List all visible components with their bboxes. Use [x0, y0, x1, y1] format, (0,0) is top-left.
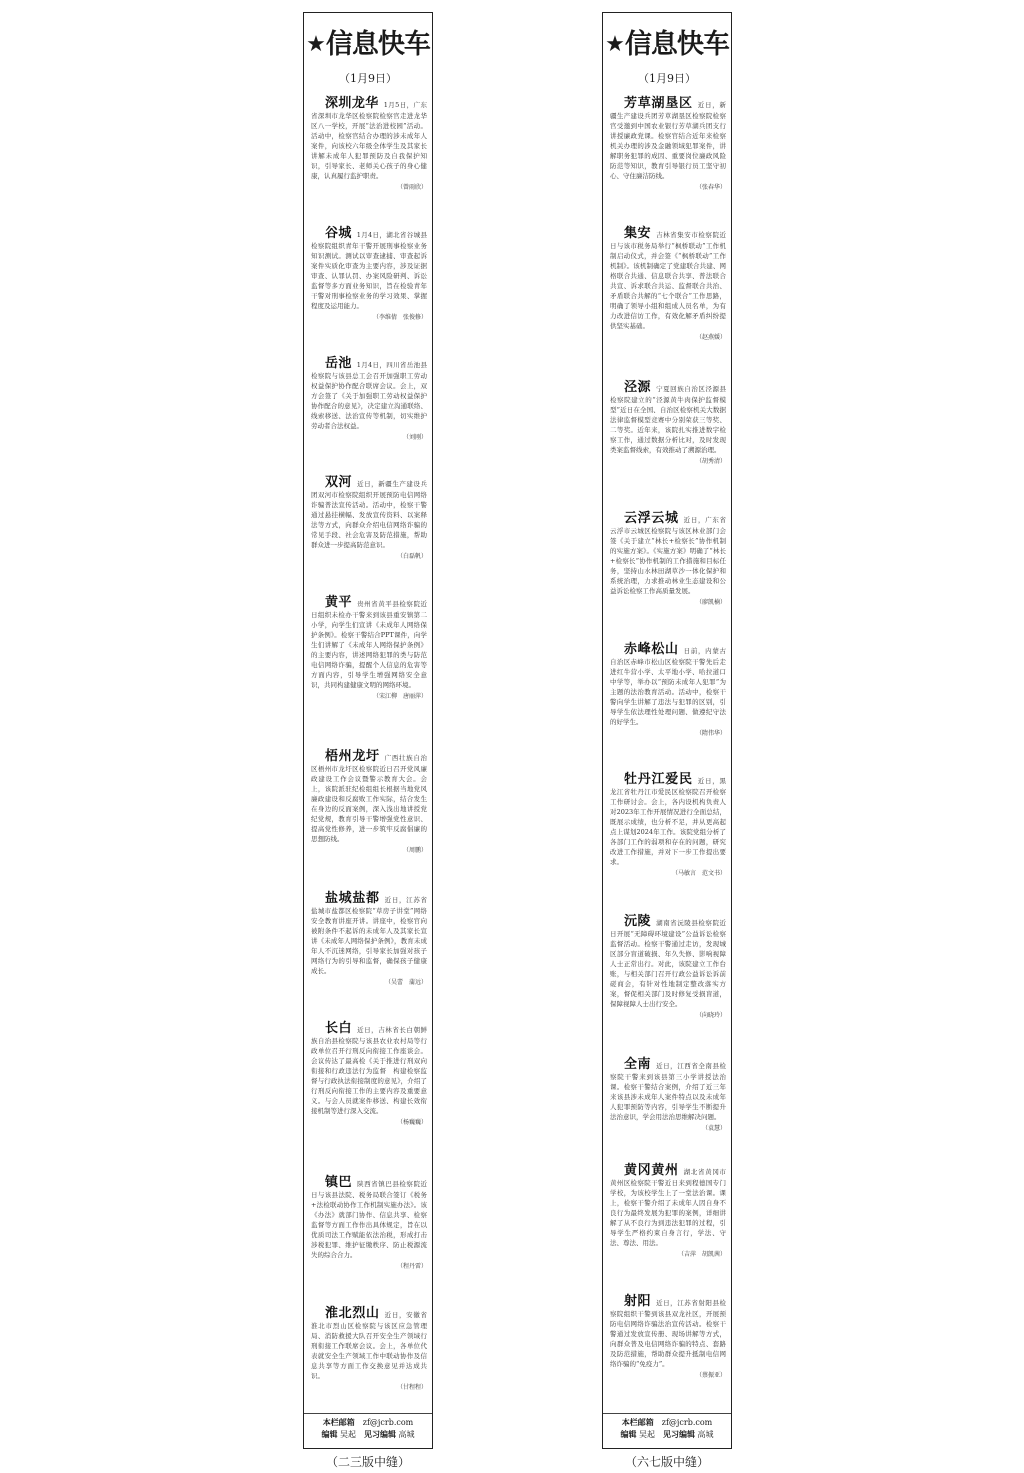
news-place: 双河 [325, 475, 353, 490]
news-item [311, 97, 427, 193]
news-author: （甘程程） [396, 1384, 427, 1391]
news-author: （张春华） [695, 184, 726, 191]
news-item [311, 892, 427, 988]
column-date: （1月9日） [638, 72, 696, 85]
news-item [311, 750, 427, 856]
news-place: 泾源 [624, 380, 652, 395]
news-item [311, 357, 427, 443]
news-item [311, 596, 427, 702]
news-author: （周鹏） [402, 847, 427, 854]
news-item [311, 1176, 427, 1272]
news-text: 近日，新疆生产建设兵团芳草湖垦区检察院检察官受邀到中国农业银行芳草湖兵团支行讲授廉政党课。检察官结合近年来检察机关办理的涉及金融领域犯罪案件，讲解职务犯罪的成因、重要岗位廉政风险防范等知识，教育引导银行员工坚守初心、守住廉洁防线。 [610, 101, 726, 180]
news-item [610, 773, 726, 879]
news-text: 湖北省黄冈市黄州区检察院干警近日来到程德国专门学校，为该校学生上了一堂法治课。课上，检察干警介绍了未成年人因自身不良行为最终发展为犯罪的案例，详细讲解了从不良行为到违法犯罪的过程，引导学生严格约束自身言行，学法、守法、尊法、用法。 [610, 1168, 726, 1247]
news-author: （袁慧） [701, 1125, 726, 1132]
news-place: 谷城 [325, 226, 352, 241]
news-author: （吴蕾 蒲远） [384, 979, 427, 986]
news-author: （程丹雷） [396, 1263, 427, 1270]
news-author: （刘刚） [402, 434, 427, 441]
news-column-right [602, 12, 732, 1449]
news-item [610, 97, 726, 193]
news-author: （吉萍 胡凯茜） [677, 1251, 726, 1258]
news-item [311, 1022, 427, 1128]
news-item [610, 512, 726, 608]
column-caption: （二三版中缝） [325, 1455, 410, 1469]
news-place: 长白 [325, 1021, 353, 1036]
news-text: 近日，黑龙江省牡丹江市爱民区检察院召开检察工作研讨会。会上，各内设机构负责人对2023年工作开展情况进行全面总结，既展示成绩，也分析不足，并从更高起点上谋划2024年工作。该院党组分析了各部门工作的弱项和存在的问题，研究改进工作措施，并对下一步工作提出要求。 [610, 777, 726, 866]
news-place: 岳池 [325, 356, 352, 371]
news-author: （李维倩 张俊修） [372, 314, 427, 321]
news-text: 广西壮族自治区梧州市龙圩区检察院近日召开党风廉政建设工作会议暨警示教育大会。会上，该院派驻纪检组组长根据当地党风廉政建设和反腐败工作实际，结合发生在身边的反面案例，深入浅出地讲授党纪党规，教育引导干警增强党性意识、提高党性修养，进一步筑牢反腐倡廉的思想防线。 [311, 754, 427, 843]
column-title: ★信息快车 [605, 29, 729, 60]
star-icon: ★ [306, 32, 325, 57]
column-date: （1月9日） [339, 72, 397, 85]
news-author: （胡秀清） [695, 458, 726, 465]
news-text: 吉林省集安市检察院近日与该市税务局举行“枫桥联动”工作机制启动仪式，并会签《“枫桥联动”工作机制》。该机制确定了党建联合共建、网格联合共通、信息联合共享、普法联合共宣、诉求联合共运、监督联合共治、矛盾联合共解的“七个联合”工作思路，明确了领导小组和组成人员名单，为有力改进信访工作，有效化解矛盾纠纷提供坚实基础。 [610, 231, 726, 330]
news-item [311, 227, 427, 323]
news-place: 梧州龙圩 [325, 749, 380, 764]
news-place: 全南 [624, 1057, 652, 1072]
news-text: 1月4日，四川省岳池县检察院与该县总工会召开加强职工劳动权益保护协作配合联席会议。会上，双方会签了《关于加强职工劳动权益保护协作配合的意见》，决定建立沟通联络、线索移送、法治宣传等机制，切实维护劳动者合法权益。 [311, 361, 427, 430]
news-place: 黄平 [325, 595, 353, 610]
news-column-left [303, 12, 433, 1449]
news-text: 湖南省沅陵县检察院近日开展“无障碍环境建设”公益诉讼检察监督活动。检察干警通过走访，发现城区部分盲道破损、年久失修、影响视障人士正常出行。对此，该院建立工作台账，与相关部门召开行政公益诉讼诉前磋商会，有针对性地制定整改落实方案，督促相关部门及时修复受损盲道，保障视障人士出行安全。 [610, 919, 726, 1008]
news-item [610, 915, 726, 1021]
news-item [610, 227, 726, 343]
news-place: 集安 [624, 226, 652, 241]
news-item [610, 1295, 726, 1381]
news-text: 近日，吉林省长白朝鲜族自治县检察院与该县农业农村局等行政单位召开行刑反向衔接工作座谈会。会议传达了最高检《关于推进行刑双向衔接和行政违法行为监督 构建检察监督与行政执法衔接制度的意见》，介绍了行刑反向衔接工作的主要内容及重要意义。与会人员就案件移送、构建长效衔接机制等进行深入交流。 [311, 1026, 427, 1115]
mailbox-link[interactable]: zf@jcrb.com [661, 1418, 713, 1427]
news-author: （马敏言 范文书） [671, 870, 726, 877]
news-author: （白磊帆） [396, 553, 427, 560]
news-item [610, 1164, 726, 1260]
news-item [311, 1307, 427, 1393]
column-footer: 本栏邮箱 zf@jcrb.com 编辑 吴起 见习编辑 高城 [304, 1413, 432, 1441]
news-place: 镇巴 [325, 1175, 353, 1190]
news-text: 1月4日，湖北省谷城县检察院组织青年干警开展刑事检察业务知识测试。测试以审查逮捕、审查起诉案件实质化审查为主要内容，涉及证据审查、认罪认罚、办案风险研判、诉讼监督等多方面业务知识，旨在检验青年干警对刑事检察业务的学习效果、掌握程度及运用能力。 [311, 231, 427, 310]
news-text: 近日，新疆生产建设兵团双河市检察院组织开展预防电信网络诈骗普法宣传活动。活动中，检察干警通过悬挂横幅、发放宣传资料、以案释法等方式，向群众介绍电信网络诈骗的常见手段、社会危害及防范措施，帮助群众进一步提高防范意识。 [311, 480, 427, 549]
news-text: 日前，内蒙古自治区赤峰市松山区检察院干警先后走进红牛营小学、太平地小学、哈拉道口中学等，举办以“预防未成年人犯罪”为主题的法治教育活动。活动中，检察干警向学生讲解了违法与犯罪的区别，引导学生依法理性处理问题、做遵纪守法的好学生。 [610, 647, 726, 726]
news-place: 盐城盐都 [325, 891, 380, 906]
news-text: 陕西省镇巴县检察院近日与该县法院、税务局联合签订《税务+法检联动协作工作机制实施办法》。该《办法》就部门协作、信息共享、检察监督等方面工作作出具体规定，旨在以优质司法工作赋能依法治税，形成打击涉税犯罪、维护征缴秩序、防止税源流失的综合合力。 [311, 1180, 427, 1259]
news-item [610, 643, 726, 739]
news-place: 射阳 [624, 1294, 652, 1309]
news-author: （宋江柳 唐丽萍） [372, 693, 427, 700]
column-title: ★信息快车 [306, 29, 430, 60]
news-author: （廖凯楠） [695, 599, 726, 606]
news-place: 赤峰松山 [624, 642, 679, 657]
news-place: 沅陵 [624, 914, 652, 929]
news-place: 深圳龙华 [325, 96, 379, 111]
mailbox-link[interactable]: zf@jcrb.com [362, 1418, 414, 1427]
news-text: 1月5日，广东省深圳市龙华区检察院检察官走进龙华区八一学校，开展“法治进校园”活动。活动中，检察官结合办理的涉未成年人案件，向该校六年级全体学生及其家长讲解未成年人犯罪预防及自我保护知识，引导家长、老师关心孩子的身心健康，认真履行监护职责。 [311, 101, 427, 180]
news-text: 近日，江苏省射阳县检察院组织干警到该县双龙社区，开展预防电信网络诈骗法治宣传活动。检察干警通过发放宣传册、现场讲解等方式，向群众普及电信网络诈骗的特点、套路及防范措施，帮助群众提升抵制电信网络诈骗的“免疫力”。 [610, 1299, 726, 1368]
news-author: （曾雨欣） [396, 184, 427, 191]
news-place: 云浮云城 [624, 511, 679, 526]
news-text: 近日，安徽省淮北市烈山区检察院与该区应急管理局、消防救援大队召开安全生产领域行刑衔接工作联席会议。会上，各单位代表就安全生产领域工作中联动协作及信息共享等方面工作交换意见并达成共识。 [311, 1311, 427, 1380]
news-item [610, 381, 726, 467]
news-place: 牡丹江爱民 [624, 772, 693, 787]
news-author: （向晓玲） [695, 1012, 726, 1019]
column-footer: 本栏邮箱 zf@jcrb.com 编辑 吴起 见习编辑 高城 [603, 1413, 731, 1441]
news-text: 贵州省黄平县检察院近日组织未检办干警来到该县重安镇第二小学，向学生们宣讲《未成年人网络保护条例》。检察干警结合PPT课件，向学生们讲解了《未成年人网络保护条例》的主要内容，讲述网络犯罪的类与防范电信网络诈骗，提醒个人信息的危害等方面内容，引导学生增强网络安全意识，共同构建健康文明的网络环境。 [311, 600, 427, 689]
news-place: 淮北烈山 [325, 1306, 380, 1321]
news-place: 芳草湖垦区 [624, 96, 693, 111]
news-item [610, 1058, 726, 1134]
news-place: 黄冈黄州 [624, 1163, 679, 1178]
news-item [311, 476, 427, 562]
news-author: （隋伟华） [695, 730, 726, 737]
news-author: （杨巍巍） [396, 1119, 427, 1126]
news-author: （蔡振亚） [695, 1372, 726, 1379]
news-text: 近日，广东省云浮市云城区检察院与该区林业部门会签《关于建立“林长+检察长”协作机制的实施方案》。《实施方案》明确了“林长+检察长”协作机制的工作措施和目标任务，坚持山水林田湖草沙一体化保护和系统治理，力求推动林业生态建设和公益诉讼检察工作高质量发展。 [610, 516, 726, 595]
news-text: 近日，江西省全南县检察院干警来到该县第三小学讲授法治课。检察干警结合案例，介绍了近三年来该县涉未成年人案件特点以及未成年人犯罪预防等内容，引导学生不断提升法治意识，学会用法治思维解决问题。 [610, 1062, 726, 1121]
star-icon: ★ [605, 32, 624, 57]
news-author: （赵燕媛） [695, 334, 726, 341]
news-text: 近日，江苏省盐城市盐都区检察院“草房子讲堂”网络安全教育讲座开讲。讲座中，检察官向被附条件不起诉的未成年人及其家长宣讲《未成年人网络保护条例》，教育未成年人不沉迷网络，引导家长加强对孩子网络行为的引导和监督，确保孩子健康成长。 [311, 896, 427, 975]
column-caption: （六七版中缝） [624, 1455, 709, 1469]
news-text: 宁夏回族自治区泾源县检察院建立的“泾源黄牛肉保护监督模型”近日在全国、自治区检察机关大数据法律监督模型竞赛中分别荣获三等奖、二等奖。近年来，该院扎实推进数字检察工作，通过数据分析比对，及时发现类案监督线索，有效推动了溯源治理。 [610, 385, 726, 454]
